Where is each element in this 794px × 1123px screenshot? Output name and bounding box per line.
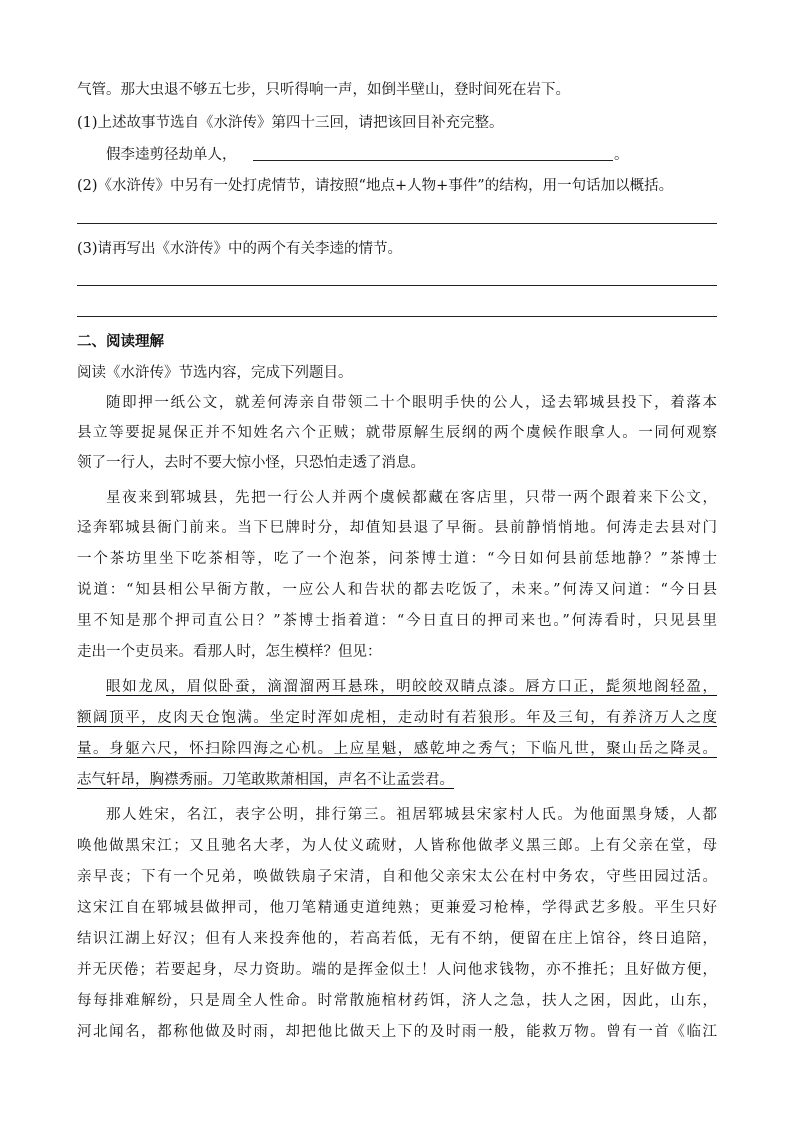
fill-prefix: 假李逵剪径劫单人， xyxy=(106,147,237,163)
passage-line: 那人姓宋，名江，表字公明，排行第三。祖居郓城县宋家村人氏。为他面黑身矮，人都 xyxy=(106,807,717,823)
passage-line: 每每排难解纷，只是周全人性命。时常散施棺材药饵，济人之急，扶人之困，因此，山东， xyxy=(77,993,717,1009)
answer-line-3b[interactable] xyxy=(77,316,717,317)
answer-line-2[interactable] xyxy=(77,223,717,224)
question-3-prompt: (3)请再写出《水浒传》中的两个有关李逵的情节。 xyxy=(77,241,403,257)
answer-line-3a[interactable] xyxy=(77,285,717,286)
passage-line: 亲早丧；下有一个兄弟，唤做铁扇子宋清，自和他父亲宋太公在村中务农，守些田园过活。 xyxy=(77,869,717,885)
verse-line: 志气轩昂，胸襟秀丽。刀笔敢欺萧相国，声名不让孟尝君。 xyxy=(77,772,454,788)
verse-line: 额阔顶平，皮肉天仓饱满。坐定时浑如虎相，走动时有若狼形。年及三旬，有养济万人之度 xyxy=(77,710,717,726)
passage-line: 说道：“知县相公早衙方散，一应公人和告状的都去吃饭了，未来。”何涛又问道：“今日县 xyxy=(77,582,717,598)
verse-line: 量。身躯六尺，怀扫除四海之心机。上应星魁，感乾坤之秀气；下临凡世，聚山岳之降灵。 xyxy=(77,741,717,757)
section-2-title: 二、阅读理解 xyxy=(77,333,164,350)
passage-line: 随即押一纸公文，就差何涛亲自带领二十个眼明手快的公人，迳去郓城县投下，着落本 xyxy=(106,395,717,411)
question-1-prompt: (1)上述故事节选自《水浒传》第四十三回，请把该回目补充完整。 xyxy=(77,115,504,131)
answer-blank-1[interactable] xyxy=(253,160,613,161)
passage-line: 这宋江自在郓城县做押司，他刀笔精通吏道纯熟；更兼爱习枪棒，学得武艺多般。平生只好 xyxy=(77,900,717,916)
passage-line: 县立等要捉晁保正并不知姓名六个正贼；就带原解生辰纲的两个虞候作眼拿人。一同何观察 xyxy=(77,425,717,441)
passage-line: 河北闻名，都称他做及时雨，却把他比做天上下的及时雨一般，能救万物。曾有一首《临江 xyxy=(77,1024,717,1040)
passage-line: 迳奔郓城县衙门前来。当下巳牌时分，却值知县退了早衙。县前静悄悄地。何涛走去县对门 xyxy=(77,520,717,536)
passage-line: 并无厌倦；若要起身，尽力资助。端的是挥金似土！人问他求钱物，亦不推托；且好做方便， xyxy=(77,962,717,978)
passage-line: 星夜来到郓城县，先把一行公人并两个虞候都藏在客店里，只带一两个跟着来下公文， xyxy=(106,490,717,506)
passage-line: 一个茶坊里坐下吃茶相等，吃了一个泡茶，问茶博士道：“今日如何县前恁地静？”茶博士 xyxy=(77,551,717,567)
section-2-instruction: 阅读《水浒传》节选内容，完成下列题目。 xyxy=(77,365,353,381)
story-continuation: 气管。那大虫退不够五七步，只听得响一声，如倒半壁山，登时间死在岩下。 xyxy=(77,82,570,98)
question-2-prompt: (2)《水浒传》中另有一处打虎情节，请按照“地点+人物+事件”的结构，用一句话加以概括。 xyxy=(77,178,674,194)
passage-line: 领了一行人，去时不要大惊小怪，只恐怕走透了消息。 xyxy=(77,455,425,471)
verse-line: 眼如龙凤，眉似卧蚕，滴溜溜两耳悬珠，明皎皎双睛点漆。唇方口正，髭须地阁轻盈， xyxy=(106,679,717,695)
passage-line: 走出一个吏员来。看那人时，怎生模样？但见： xyxy=(77,644,382,660)
passage-line: 结识江湖上好汉；但有人来投奔他的，若高若低，无有不纳，便留在庄上馆谷，终日追陪， xyxy=(77,931,717,947)
fill-suffix: 。 xyxy=(614,147,629,163)
passage-line: 唤他做黑宋江；又且驰名大孝，为人仗义疏财，人皆称他做孝义黑三郎。上有父亲在堂，母 xyxy=(77,838,717,854)
passage-line: 里不知是那个押司直公日？”茶博士指着道：“今日直日的押司来也。”何涛看时，只见县里 xyxy=(77,613,717,629)
